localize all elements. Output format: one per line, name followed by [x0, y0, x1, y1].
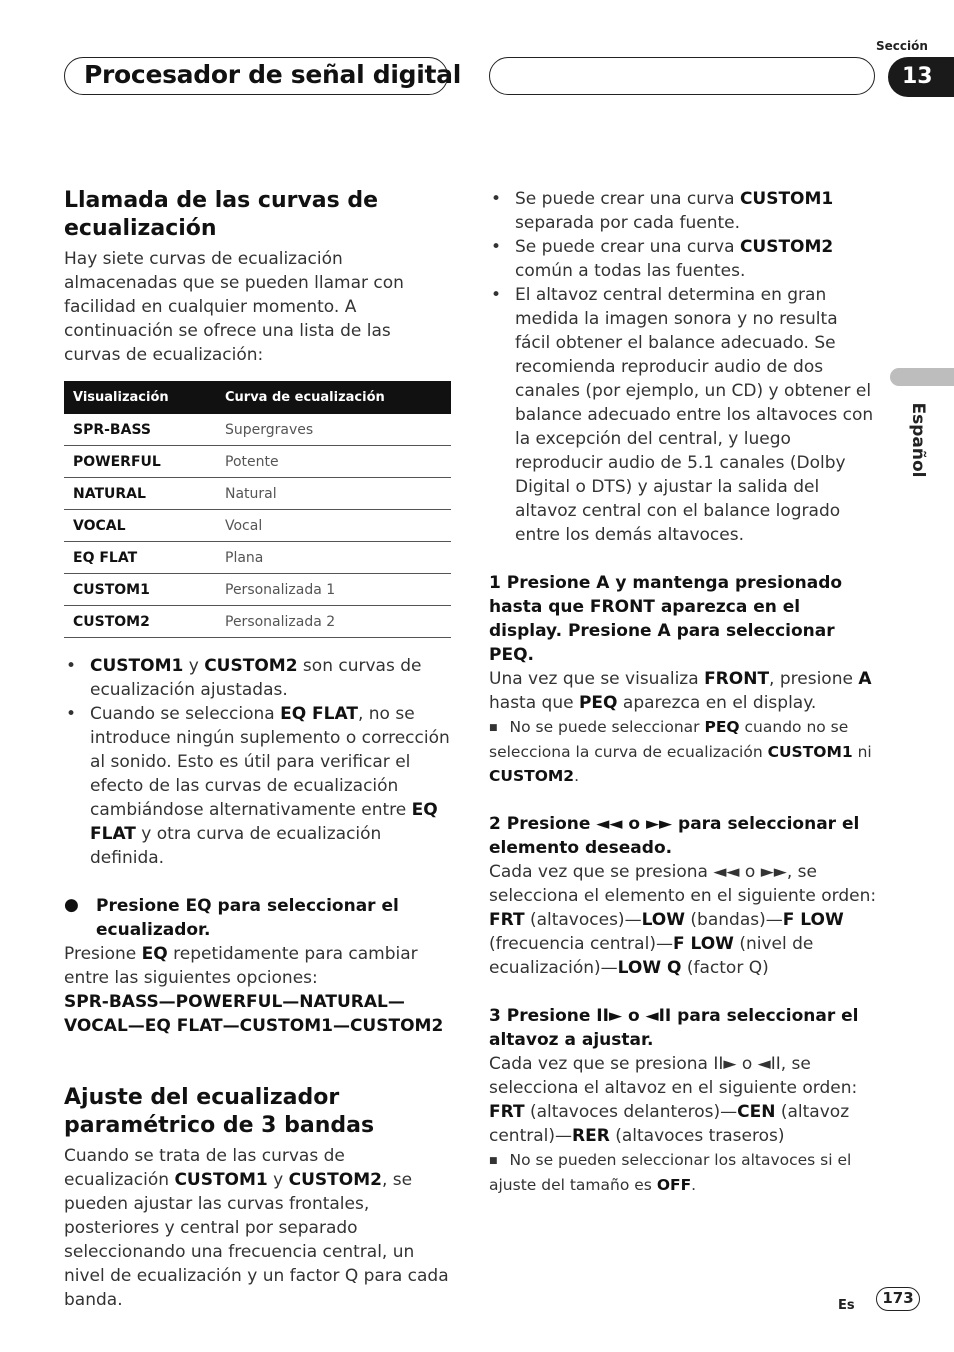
text-bold: CEN [737, 1102, 776, 1122]
text-bold: CUSTOM1 [739, 189, 834, 209]
text-bold: CUSTOM2 [739, 237, 834, 257]
text-span: y [267, 1170, 289, 1190]
text-bold: LOW Q [617, 958, 682, 978]
text-span: , presione [769, 669, 859, 689]
section-number-badge: 13 [888, 57, 954, 97]
text-bold: FRT [489, 1102, 525, 1122]
parametric-eq-paragraph [64, 1144, 452, 1312]
text-bold: A [858, 669, 872, 689]
text-span: No se pueden seleccionar los altavoces si el ajuste del tamaño es [489, 1151, 852, 1194]
text-bold: CUSTOM2 [204, 656, 298, 676]
table-cell-display: CUSTOM2 [64, 606, 216, 638]
text-bold: PEQ [704, 718, 740, 736]
footer-language-code: Es [838, 1298, 855, 1313]
text-span: y otra curva de ecualización definida. [90, 824, 382, 868]
text-span: Se puede crear una curva [515, 237, 740, 257]
page-number: 173 [876, 1287, 920, 1311]
table-cell-display: POWERFUL [64, 446, 216, 478]
table-cell-curve: Vocal [216, 510, 451, 542]
table-row [64, 542, 451, 574]
list-item [489, 187, 877, 235]
text-span: Presione [64, 944, 142, 964]
text-bold: CUSTOM2 [288, 1170, 382, 1190]
table-header-curve: Curva de ecualización [216, 381, 451, 414]
language-tab [890, 368, 954, 386]
list-item [64, 654, 452, 702]
text-span: No se puede seleccionar [509, 718, 705, 736]
text-span: ni [852, 743, 872, 761]
custom-notes-list [489, 187, 877, 547]
step-bullet: ● [64, 895, 79, 915]
text-span: , no se introduce ningún suplemento o corrección al sonido. Esto es útil para verificar el efecto de las curvas de ecualización cambiándose alternativamente entre [90, 704, 450, 820]
table-row [64, 446, 451, 478]
text-bold: EQ FLAT [90, 800, 438, 844]
text-span: separada por cada fuente. [515, 213, 741, 233]
text-bold: CUSTOM1 [174, 1170, 268, 1190]
text-bold: EQ FLAT [280, 704, 358, 724]
step-eq-body [64, 942, 452, 990]
text-span: son curvas de ecualización ajustadas. [90, 656, 422, 700]
language-label: Español [908, 402, 928, 478]
table-cell-curve: Supergraves [216, 414, 451, 446]
table-row [64, 510, 451, 542]
text-span: (bandas)— [685, 910, 783, 930]
text-span: (altavoz central)— [489, 1102, 850, 1146]
text-span: (altavoces)— [524, 910, 642, 930]
text-span: y [183, 656, 205, 676]
eq-options-sequence: SPR-BASS—POWERFUL—NATURAL—VOCAL—EQ FLAT—CUSTOM1—CUSTOM2 [64, 992, 444, 1036]
text-bold: FRT [489, 910, 525, 930]
text-bold: OFF [656, 1176, 692, 1194]
text-span: (altavoces delanteros)— [524, 1102, 738, 1122]
heading-parametric-eq: Ajuste del ecualizador paramétrico de 3 bandas [64, 1085, 375, 1138]
list-item [64, 702, 452, 870]
text-span: (frecuencia central)— [489, 934, 673, 954]
text-span: hasta que [489, 693, 579, 713]
text-bold: CUSTOM1 [767, 743, 853, 761]
step-1-note [489, 715, 877, 788]
text-bold: F LOW [672, 934, 734, 954]
section-label: Sección [876, 39, 928, 53]
table-header-row [64, 381, 451, 414]
step-3-order [489, 1100, 877, 1148]
left-column [64, 187, 452, 1312]
text-bold: LOW [641, 910, 686, 930]
table-header-display: Visualización [64, 381, 216, 414]
text-bold: F LOW [782, 910, 844, 930]
text-span: Una vez que se visualiza [489, 669, 705, 689]
text-bold: CUSTOM1 [90, 656, 184, 676]
step-3-note [489, 1148, 877, 1197]
table-row [64, 414, 451, 446]
step-1-body [489, 667, 877, 715]
table-cell-display: SPR-BASS [64, 414, 216, 446]
table-row [64, 478, 451, 510]
right-column [489, 187, 877, 1197]
table-row [64, 574, 451, 606]
text-span: cuando no se selecciona la curva de ecualización [489, 718, 849, 761]
table-cell-curve: Potente [216, 446, 451, 478]
text-span: Cuando se trata de las curvas de ecualización [64, 1146, 345, 1190]
text-bold: RER [572, 1126, 610, 1146]
step-eq-select [64, 894, 452, 942]
text-span: (factor Q) [681, 958, 769, 978]
text-span: Cuando se selecciona [90, 704, 281, 724]
header-blank-frame [489, 57, 875, 95]
table-cell-curve: Natural [216, 478, 451, 510]
eq-curves-table [64, 381, 451, 638]
text-span: (nivel de ecualización)— [489, 934, 814, 978]
text-span: . [574, 767, 580, 785]
text-span: aparezca en el display. [617, 693, 817, 713]
curves-notes-list [64, 654, 452, 870]
text-span: . [691, 1176, 697, 1194]
list-item [489, 235, 877, 283]
step-2-order [489, 908, 877, 980]
heading-eq-curves: Llamada de las curvas de ecualización [64, 188, 379, 241]
text-span: Se puede crear una curva [515, 189, 740, 209]
text-span: repetidamente para cambiar entre las siguientes opciones: [64, 944, 418, 988]
table-cell-curve: Plana [216, 542, 451, 574]
table-cell-display: NATURAL [64, 478, 216, 510]
table-cell-curve: Personalizada 1 [216, 574, 451, 606]
table-cell-display: VOCAL [64, 510, 216, 542]
text-bold: CUSTOM2 [489, 767, 575, 785]
table-cell-display: CUSTOM1 [64, 574, 216, 606]
step-2-body: Cada vez que se presiona ◄◄ o ►►, se selecciona el elemento en el siguiente orden: [489, 862, 877, 906]
text-span: (altavoces traseros) [609, 1126, 785, 1146]
table-cell-curve: Personalizada 2 [216, 606, 451, 638]
table-cell-display: EQ FLAT [64, 542, 216, 574]
list-item: • El altavoz central determina en gran medida la imagen sonora y no resulta fácil obtener el balance adecuado. Se recomienda reproducir audio de dos canales (por ejemplo, un CD) y obtener el balance adecuado entre los altavoces con la excepción del central, y luego reproducir audio de 5.1 canales (Dolby Digital o DTS) y ajustar la salida del altavoz central con el balance logrado entre los demás altavoces. [489, 283, 877, 547]
step-1-title: 1 Presione A y mantenga presionado hasta que FRONT aparezca en el display. Presione A para seleccionar PEQ. [489, 573, 843, 665]
text-bold: PEQ [578, 693, 618, 713]
text-span: , se pueden ajustar las curvas frontales, posteriores y central por separado seleccionando una frecuencia central, un nivel de ecualización y un factor Q para cada banda. [64, 1170, 449, 1310]
step-2-title: 2 Presione ◄◄ o ►► para seleccionar el elemento deseado. [489, 814, 860, 858]
text-bold: FRONT [704, 669, 770, 689]
page-title: Procesador de señal digital [84, 60, 462, 89]
step-3-body: Cada vez que se presiona II► o ◄II, se selecciona el altavoz en el siguiente orden: [489, 1054, 858, 1098]
step-3-title: 3 Presione II► o ◄II para seleccionar el altavoz a ajustar. [489, 1006, 859, 1050]
text-span: común a todas las fuentes. [515, 261, 746, 281]
text-bold: EQ [141, 944, 168, 964]
table-row [64, 606, 451, 638]
step-title: Presione EQ para seleccionar el ecualizador. [96, 896, 399, 940]
intro-paragraph: Hay siete curvas de ecualización almacenadas que se pueden llamar con facilidad en cualquier momento. A continuación se ofrece una lista de las curvas de ecualización: [64, 249, 404, 365]
